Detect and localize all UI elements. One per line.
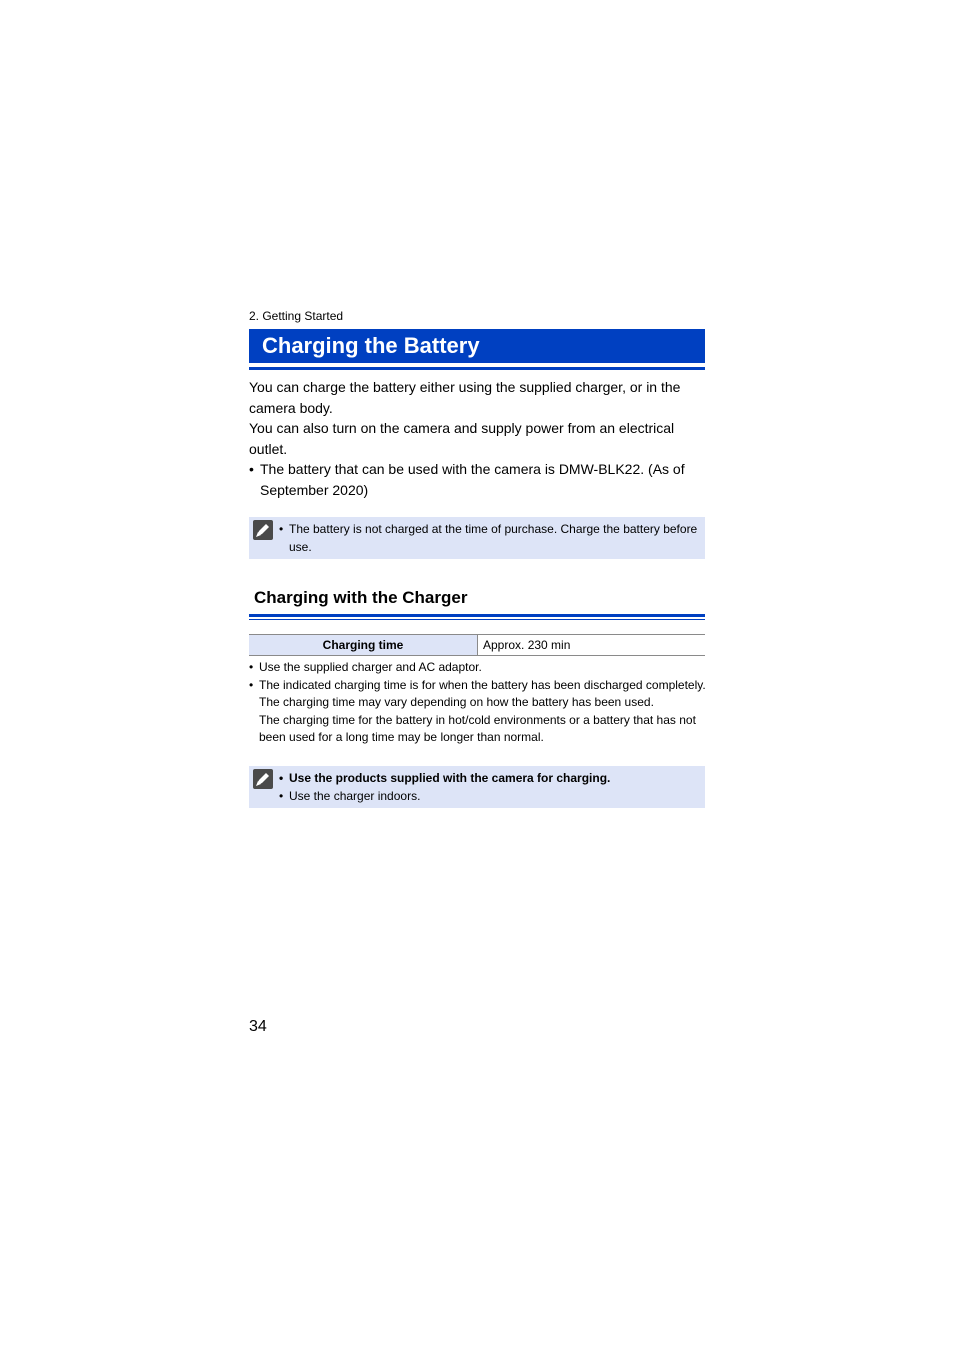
list-item-text: Use the supplied charger and AC adaptor. <box>259 660 482 674</box>
note-2-item: • Use the charger indoors. <box>279 788 699 806</box>
charging-notes <box>249 659 709 747</box>
note-box-2 <box>249 766 705 808</box>
note-2-text: Use the charger indoors. <box>289 788 421 803</box>
heading-rule-thin <box>249 619 705 620</box>
charging-time-table <box>249 634 705 656</box>
table-row <box>249 635 705 656</box>
intro-paragraph-2: You can also turn on the camera and supply power from an electrical outlet. <box>249 420 675 457</box>
note-1-text: The battery is not charged at the time of purchase. Charge the battery before use. <box>289 522 698 554</box>
breadcrumb: 2. Getting Started <box>249 309 344 323</box>
list-item-text: The indicated charging time is for when the battery has been discharged completely. <box>259 677 706 692</box>
intro-bullet: • The battery that can be used with the camera is DMW-BLK22. (As of September 2020) <box>249 459 705 500</box>
note-pencil-icon <box>253 769 273 789</box>
list-item-continuation: The charging time may vary depending on how the battery has been used. <box>259 695 654 709</box>
table-value-cell: Approx. 230 min <box>478 635 706 656</box>
list-item: • Use the supplied charger and AC adaptor. <box>249 659 709 677</box>
table-header-cell: Charging time <box>249 635 478 656</box>
note-box-1 <box>249 517 705 559</box>
note-1-item: • The battery is not charged at the time of purchase. Charge the battery before use. <box>279 521 699 556</box>
list-item-continuation: The charging time for the battery in hot/cold environments or a battery that has not been used for a long time may be longer than normal. <box>259 712 696 744</box>
heading-rule-thick <box>249 614 705 617</box>
section-charging-with-charger <box>249 587 705 620</box>
page-number: 34 <box>249 1018 267 1035</box>
page-title-bar <box>249 329 705 367</box>
note-2-item-bold: • Use the products supplied with the camera for charging. <box>279 770 699 788</box>
section-heading: Charging with the Charger <box>254 588 468 607</box>
intro-text <box>249 377 705 500</box>
list-item: • The indicated charging time is for when the battery has been discharged completely. <box>249 677 709 695</box>
note-2-text: Use the products supplied with the camera for charging. <box>289 771 611 785</box>
page-title: Charging the Battery <box>262 333 480 358</box>
intro-paragraph-1: You can charge the battery either using the supplied charger, or in the camera body. <box>249 379 681 416</box>
note-pencil-icon <box>253 520 273 540</box>
intro-bullet-text: The battery that can be used with the camera is DMW-BLK22. (As of September 2020) <box>260 461 685 498</box>
